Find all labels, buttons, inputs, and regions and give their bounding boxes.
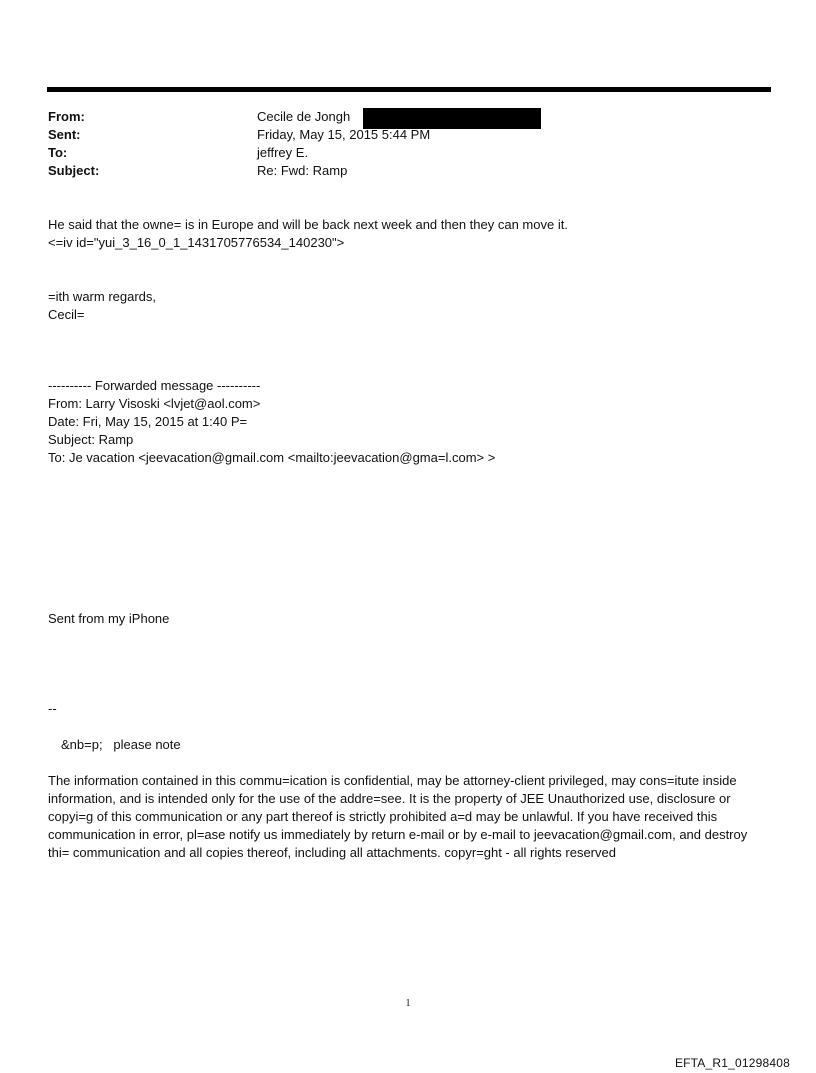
body-line-1: He said that the owne= is in Europe and will be back next week and then they can move it. — [48, 217, 568, 232]
signature-dashes — [48, 700, 768, 718]
forwarded-from: From: Larry Visoski <lvjet@aol.com> — [48, 396, 261, 411]
forwarded-message — [48, 377, 768, 467]
sent-label: Sent: — [48, 127, 81, 142]
document-id: EFTA_R1_01298408 — [674, 1056, 790, 1070]
from-value-wrap — [257, 108, 748, 126]
to-row — [48, 144, 748, 162]
sent-row — [48, 126, 748, 144]
sent-from-iphone: Sent from my iPhone — [48, 611, 170, 626]
dashes: -- — [48, 701, 57, 716]
please-note — [61, 736, 781, 754]
from-label: From: — [48, 109, 85, 124]
to-label: To: — [48, 145, 68, 160]
sent-value: Friday, May 15, 2015 5:44 PM — [257, 127, 431, 142]
header-rule — [47, 87, 771, 92]
from-value: Cecile de Jongh — [257, 109, 351, 124]
forwarded-divider: ---------- Forwarded message ---------- — [48, 378, 261, 393]
from-row — [48, 108, 748, 126]
email-header — [48, 108, 748, 180]
please-note-text: &nb=p; please note — [61, 737, 181, 752]
disclaimer-text: The information contained in this commu=ication is confidential, may be attorney-client privileged, may cons=itute inside information, and is intended only for the use of the addre=see. It is the property of JEE Unauthorized use, disclosure or copyi=g of this communication or any part thereof is strictly prohibited a=d may be unlawful. If you have received this communication in error, pl=ase notify us immediately by return e-mail or by e-mail to jeevacation@gmail.com, and destroy thi= communication and all copies thereof, including all attachments. copyr=ght - all rights reserved — [48, 773, 748, 860]
subject-label: Subject: — [48, 163, 100, 178]
forwarded-date: Date: Fri, May 15, 2015 at 1:40 P= — [48, 414, 248, 429]
forwarded-to: To: Je vacation <jeevacation@gmail.com <mailto:jeevacation@gma=l.com> > — [48, 450, 496, 465]
regards-block — [48, 288, 768, 324]
to-value: jeffrey E. — [257, 145, 309, 160]
subject-value: Re: Fwd: Ramp — [257, 163, 348, 178]
sent-from-line — [48, 610, 768, 628]
forwarded-subject: Subject: Ramp — [48, 432, 134, 447]
body-line-2: <=iv id="yui_3_16_0_1_1431705776534_140230"> — [48, 235, 345, 250]
regards-line: =ith warm regards, — [48, 289, 157, 304]
sender-signoff: Cecil= — [48, 307, 85, 322]
message-body — [48, 216, 768, 252]
legal-disclaimer — [48, 772, 768, 862]
subject-row — [48, 162, 748, 180]
page-number: 1 — [405, 998, 411, 1009]
